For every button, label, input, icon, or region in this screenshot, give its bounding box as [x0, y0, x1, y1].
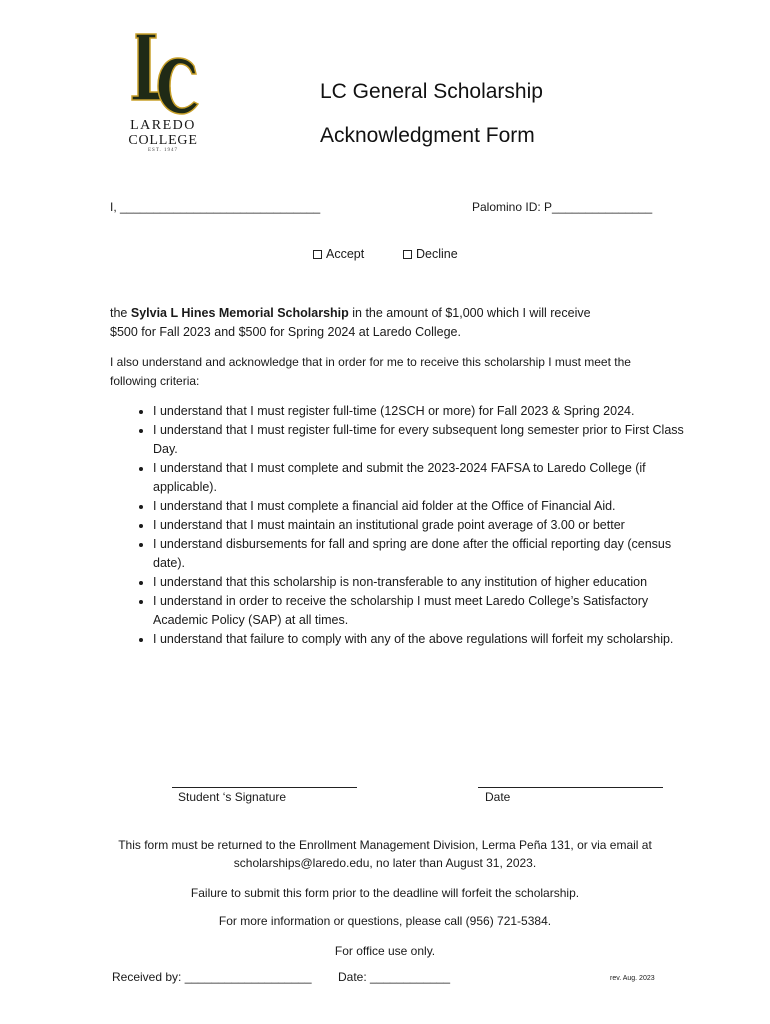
criteria-item: • I understand that I must complete and submit the 2023-2024 FAFSA to Laredo College (if applicable).: [153, 459, 693, 497]
logo-est: EST. 1947: [147, 148, 179, 153]
accept-option[interactable]: [313, 247, 364, 261]
laredo-college-logo: [120, 30, 210, 158]
return-notice: This form must be returned to the Enrollment Management Division, Lerma Peña 131, or via email at scholarships@laredo.edu, no later than August 31, 2023.: [118, 838, 652, 870]
name-field[interactable]: I, ______________________________: [110, 200, 321, 214]
palomino-id-field[interactable]: Palomino ID: P_______________: [472, 200, 653, 214]
criteria-item: • I understand that I must complete a financial aid folder at the Office of Financial Aid.: [153, 497, 693, 516]
logo-name-line2: COLLEGE: [128, 133, 198, 148]
criteria-item: • I understand that I must register full-time for every subsequent long semester prior to First Class Day.: [153, 421, 693, 459]
statement-suffix: in the amount of $1,000 which I will receive $500 for Fall 2023 and $500 for Spring 2024 at Laredo College.: [110, 306, 591, 339]
accept-checkbox[interactable]: [313, 250, 322, 259]
criteria-item: • I understand in order to receive the scholarship I must meet Laredo College’s Satisfactory Academic Policy (SAP) at all times.: [153, 592, 693, 630]
form-title-line2: Acknowledgment Form: [320, 124, 535, 147]
date-label: Date: [485, 790, 511, 804]
criteria-list: [110, 402, 693, 649]
criteria-item: • I understand that I must register full-time (12SCH or more) for Fall 2023 & Spring 2024.: [153, 402, 693, 421]
office-use-notice: For office use only.: [334, 944, 436, 958]
info-notice: For more information or questions, please call (956) 721-5384.: [218, 914, 552, 928]
criteria-item: • I understand disbursements for fall and spring are done after the official reporting day (census date).: [153, 535, 693, 573]
decline-checkbox[interactable]: [403, 250, 412, 259]
office-date-field[interactable]: Date: ____________: [338, 970, 451, 984]
received-by-field[interactable]: Received by: ___________________: [112, 970, 312, 984]
decline-option[interactable]: [403, 247, 458, 261]
criteria-item: • I understand that this scholarship is non-transferable to any institution of higher education: [153, 573, 693, 592]
student-signature-label: Student ‘s Signature: [178, 790, 287, 804]
accept-label: Accept: [326, 247, 365, 261]
revision-note: rev. Aug. 2023: [610, 975, 655, 982]
lc-monogram-icon: [126, 30, 202, 116]
failure-notice: Failure to submit this form prior to the deadline will forfeit the scholarship.: [190, 886, 580, 900]
student-signature-line[interactable]: [172, 787, 357, 788]
criteria-item: • I understand that failure to comply with any of the above regulations will forfeit my scholarship.: [153, 630, 693, 649]
date-signature-line[interactable]: [478, 787, 663, 788]
decline-label: Decline: [416, 247, 458, 261]
criteria-intro: I also understand and acknowledge that in order for me to receive this scholarship I must meet the following criteria:: [110, 355, 631, 388]
statement-prefix: the: [110, 306, 131, 320]
criteria-item: • I understand that I must maintain an institutional grade point average of 3.00 or better: [153, 516, 693, 535]
scholarship-name: Sylvia L Hines Memorial Scholarship: [130, 306, 349, 320]
logo-name-line1: LAREDO: [130, 118, 196, 133]
form-title-line1: LC General Scholarship: [320, 80, 543, 103]
scholarship-statement: [110, 304, 610, 342]
